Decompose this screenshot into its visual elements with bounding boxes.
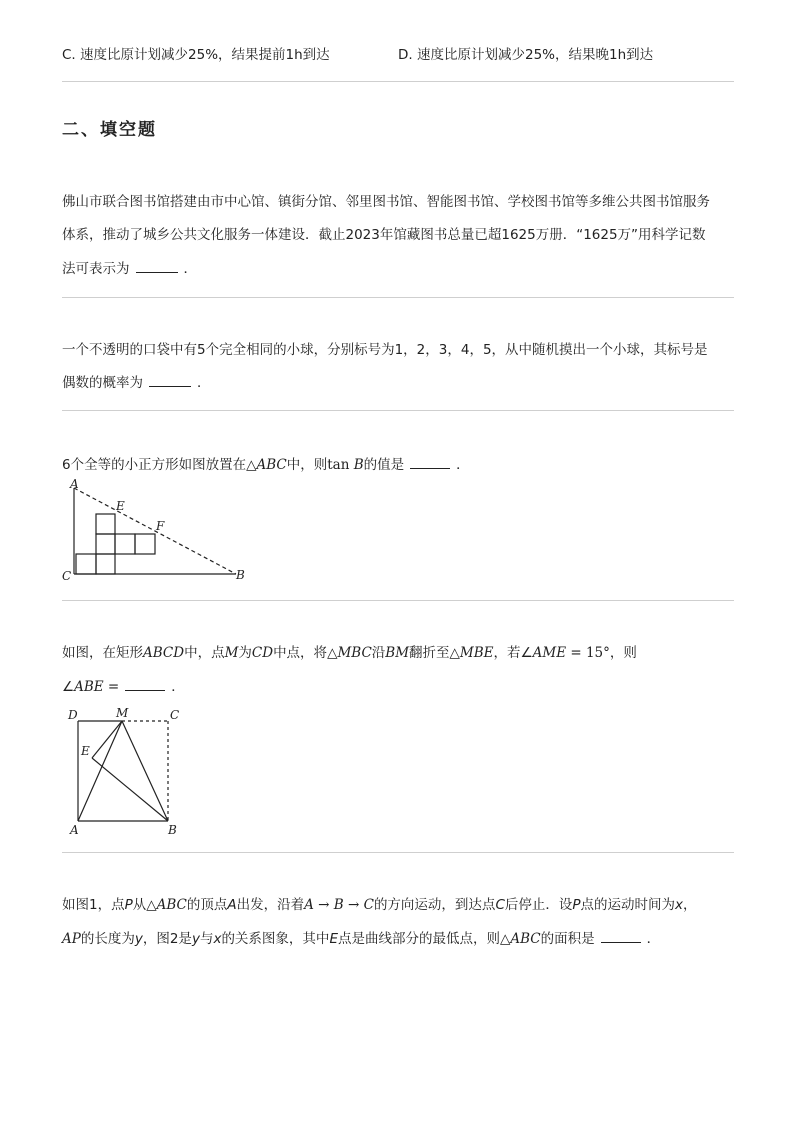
q5-line2 bbox=[62, 928, 660, 949]
q5-text: 的方向运动，到达点 bbox=[373, 897, 496, 913]
small-square bbox=[135, 534, 155, 554]
math-mbe: MBE bbox=[459, 645, 494, 661]
math-abcd: ABCD bbox=[143, 645, 185, 661]
option-c-letter: C. bbox=[62, 47, 76, 63]
label-c: C bbox=[62, 569, 72, 583]
math-path: A → B → C bbox=[304, 897, 374, 913]
q2-answer-blank[interactable] bbox=[149, 372, 191, 387]
math-abc: ABC bbox=[510, 931, 541, 947]
option-c-text: 速度比原计划减少25%，结果提前1h到达 bbox=[80, 47, 330, 63]
label-m: M bbox=[116, 706, 129, 720]
triangle-symbol: △ bbox=[449, 645, 460, 661]
divider bbox=[62, 297, 734, 298]
q1-line2: 体系，推动了城乡公共文化服务一体建设．截止2023年馆藏图书总量已超1625万册．“1625万”用科学记数 bbox=[62, 227, 706, 243]
q4-end: ． bbox=[171, 679, 185, 695]
label-d: D bbox=[68, 708, 78, 722]
q2-text: 偶数的概率为 bbox=[62, 375, 143, 391]
label-b: B bbox=[168, 823, 177, 837]
q5-text: ， bbox=[683, 897, 697, 913]
math-abc: ABC bbox=[156, 897, 187, 913]
option-d-letter: D. bbox=[398, 47, 413, 63]
var-x: x bbox=[675, 897, 684, 913]
q1-line3 bbox=[62, 258, 197, 279]
math-cd: CD bbox=[251, 645, 274, 661]
q2-line1: 一个不透明的口袋中有5个完全相同的小球，分别标号为1，2，3，4，5，从中随机摸出一个小球，其标号是 bbox=[62, 342, 708, 358]
q4-line1 bbox=[62, 643, 637, 663]
math-mbc: MBC bbox=[337, 645, 372, 661]
q5-text: 出发，沿着 bbox=[236, 897, 305, 913]
divider bbox=[62, 81, 734, 82]
var-y: y bbox=[134, 931, 143, 947]
q5-text: 如图1，点 bbox=[62, 897, 125, 913]
q4-text: ，则 bbox=[609, 645, 637, 661]
math-ap: AP bbox=[62, 931, 81, 947]
segment-eb bbox=[92, 758, 168, 821]
q4-answer-blank[interactable] bbox=[125, 676, 165, 691]
label-e: E bbox=[116, 499, 125, 513]
triangle-symbol: △ bbox=[246, 457, 257, 473]
q3-text: 6个全等的小正方形如图放置在 bbox=[62, 457, 247, 473]
q2-end: ． bbox=[197, 375, 211, 391]
q3-figure bbox=[58, 478, 258, 586]
q5-text: 的面积是 bbox=[540, 931, 595, 947]
var-p: P bbox=[572, 897, 581, 913]
var-p: P bbox=[124, 897, 133, 913]
segment-me bbox=[92, 721, 122, 758]
var-a: A bbox=[227, 897, 237, 913]
section-title: 二、填空题 bbox=[62, 120, 157, 140]
label-e: E bbox=[81, 744, 90, 758]
q3-answer-blank[interactable] bbox=[410, 454, 450, 469]
angle-symbol: ∠ bbox=[62, 679, 75, 695]
q4-text: 为 bbox=[238, 645, 252, 661]
q4-text: 中点，将 bbox=[273, 645, 328, 661]
divider bbox=[62, 852, 734, 853]
q4-text: ，若 bbox=[493, 645, 521, 661]
q4-figure bbox=[62, 703, 192, 839]
small-square bbox=[96, 534, 115, 554]
var-e: E bbox=[329, 931, 338, 947]
var-x: x bbox=[213, 931, 222, 947]
q1-end: ． bbox=[183, 261, 197, 277]
q5-text: 的顶点 bbox=[186, 897, 228, 913]
small-square bbox=[115, 534, 135, 554]
triangle-symbol: △ bbox=[146, 897, 157, 913]
label-a: A bbox=[70, 823, 79, 837]
triangle-symbol: △ bbox=[499, 931, 511, 947]
q5-text: 后停止．设 bbox=[504, 897, 573, 913]
math-ame: AME bbox=[532, 645, 567, 661]
math-abc: ABC bbox=[256, 457, 287, 473]
math-value: = 15° bbox=[566, 645, 610, 661]
q5-text: 从 bbox=[132, 897, 147, 913]
q5-text: 点的运动时间为 bbox=[580, 897, 676, 913]
label-a: A bbox=[70, 478, 79, 491]
q5-text: 点是曲线部分的最低点，则 bbox=[337, 931, 500, 947]
label-f: F bbox=[156, 519, 165, 533]
math-abe: ABE bbox=[74, 679, 104, 695]
q1-line1: 佛山市联合图书馆搭建由市中心馆、镇街分馆、邻里图书馆、智能图书馆、学校图书馆等多维公共图书馆服务 bbox=[62, 194, 710, 210]
q3-text: 的值是 bbox=[363, 457, 405, 473]
q4-text: 如图，在矩形 bbox=[62, 645, 143, 661]
side-ab-dashed bbox=[74, 488, 236, 574]
q4-text: 沿 bbox=[371, 645, 386, 661]
q5-answer-blank[interactable] bbox=[601, 928, 641, 943]
triangle-symbol: △ bbox=[327, 645, 338, 661]
math-tan: tan bbox=[327, 457, 350, 473]
q4-text: 翻折至 bbox=[409, 645, 450, 661]
label-b: B bbox=[236, 568, 245, 582]
segment-mb bbox=[122, 721, 168, 821]
q3-text: 中，则 bbox=[286, 457, 328, 473]
label-c: C bbox=[170, 708, 180, 722]
q3-line bbox=[62, 454, 470, 475]
q4-text: 中，点 bbox=[184, 645, 225, 661]
q1-text: 法可表示为 bbox=[62, 261, 130, 277]
divider bbox=[62, 410, 734, 411]
small-square bbox=[96, 514, 115, 534]
option-d-text: 速度比原计划减少25%，结果晚1h到达 bbox=[416, 47, 654, 63]
q5-text: 与 bbox=[199, 931, 214, 947]
q2-line2 bbox=[62, 372, 211, 393]
small-square bbox=[76, 554, 96, 574]
angle-symbol: ∠ bbox=[520, 645, 533, 661]
option-c bbox=[62, 45, 330, 65]
small-square bbox=[96, 554, 115, 574]
segment-am bbox=[78, 721, 122, 821]
math-b: B bbox=[353, 457, 364, 473]
var-y: y bbox=[191, 931, 200, 947]
var-c: C bbox=[495, 897, 505, 913]
q5-line1 bbox=[62, 895, 697, 915]
q5-text: 的长度为 bbox=[80, 931, 135, 947]
q1-answer-blank[interactable] bbox=[136, 258, 178, 273]
q5-text: 的关系图象，其中 bbox=[221, 931, 330, 947]
math-m: M bbox=[224, 645, 239, 661]
math-equals: = bbox=[103, 679, 120, 695]
option-d bbox=[398, 45, 653, 65]
divider bbox=[62, 600, 734, 601]
math-bm: BM bbox=[385, 645, 410, 661]
q5-text: ，图2是 bbox=[142, 931, 192, 947]
q5-end: ． bbox=[646, 931, 661, 947]
q4-line2 bbox=[62, 676, 185, 697]
q3-end: ． bbox=[456, 457, 470, 473]
